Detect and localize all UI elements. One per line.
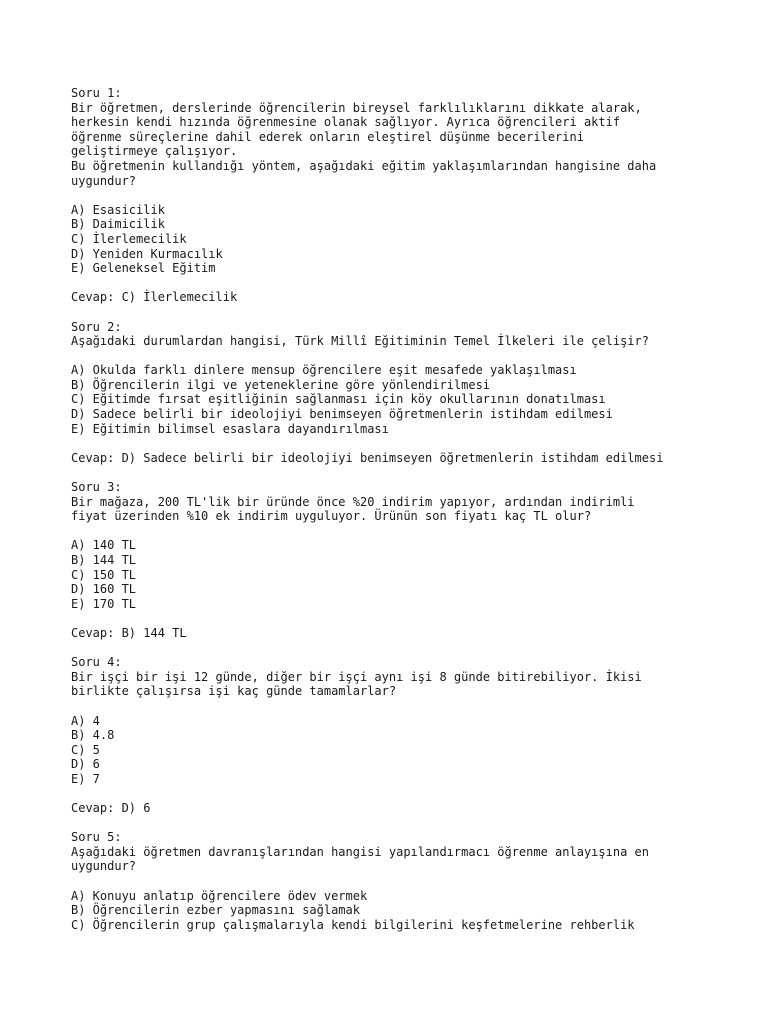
answer-option: C) 5 <box>71 742 100 757</box>
correct-answer: Cevap: D) 6 <box>71 801 151 816</box>
answer-option: A) Okulda farklı dinlere mensup öğrencilere eşit mesafede yaklaşılması <box>71 363 577 378</box>
answer-option: B) 4.8 <box>71 728 115 743</box>
answer-option: E) 170 TL <box>71 596 137 611</box>
answer-option: E) Eğitimin bilimsel esaslara dayandırılması <box>71 421 389 436</box>
blank-line <box>71 436 751 451</box>
blank-line <box>71 524 751 539</box>
answer-option: B) Daimicilik <box>71 217 165 232</box>
question-text-line: Bir öğretmen, derslerinde öğrencilerin bireysel farklılıklarını dikkate alarak, <box>71 100 642 115</box>
answer-option: E) 7 <box>71 771 100 786</box>
blank-line <box>71 816 751 831</box>
question-heading: Soru 1: <box>71 86 122 100</box>
document-body <box>71 86 751 932</box>
question-text-line: Bir mağaza, 200 TL'lik bir üründe önce %20 indirim yapıyor, ardından indirimli <box>71 494 635 509</box>
question-block <box>71 320 751 481</box>
question-text-line: fiyat üzerinden %10 ek indirim uyguluyor. Ürünün son fiyatı kaç TL olur? <box>71 509 592 524</box>
question-text-line: uygundur? <box>71 859 137 874</box>
blank-line <box>71 699 751 714</box>
question-heading: Soru 3: <box>71 480 122 495</box>
question-text-line: öğrenme süreçlerine dahil ederek onların eleştirel düşünme becerilerini <box>71 129 584 144</box>
answer-option: C) İlerlemecilik <box>71 231 187 246</box>
blank-line <box>71 465 751 480</box>
question-text-line: geliştirmeye çalışıyor. <box>71 144 238 159</box>
answer-option: E) Geleneksel Eğitim <box>71 261 216 276</box>
blank-line <box>71 641 751 656</box>
question-block <box>71 480 751 655</box>
answer-option: D) 160 TL <box>71 582 137 597</box>
answer-option: D) Yeniden Kurmacılık <box>71 246 223 261</box>
answer-option: B) 144 TL <box>71 553 137 567</box>
answer-option: C) Eğitimde fırsat eşitliğinin sağlanması için köy okullarının donatılması <box>71 392 606 407</box>
question-text-line: Bu öğretmenin kullandığı yöntem, aşağıdaki eğitim yaklaşımlarından hangisine daha <box>71 158 657 173</box>
answer-option: A) 4 <box>71 713 100 728</box>
correct-answer: Cevap: C) İlerlemecilik <box>71 290 238 305</box>
answer-option: B) Öğrencilerin ilgi ve yeteneklerine göre yönlendirilmesi <box>71 377 491 392</box>
question-text-line: herkesin kendi hızında öğrenmesine olanak sağlıyor. Ayrıca öğrencileri aktif <box>71 115 621 130</box>
correct-answer: Cevap: D) Sadece belirli bir ideolojiyi benimseyen öğretmenlerin istihdam edilmesi <box>71 450 664 465</box>
question-text-line: Bir işçi bir işi 12 günde, diğer bir işçi aynı işi 8 günde bitirebiliyor. İkisi <box>71 669 642 684</box>
question-heading: Soru 4: <box>71 655 122 670</box>
answer-option: B) Öğrencilerin ezber yapmasını sağlamak <box>71 903 360 918</box>
question-text-line: Aşağıdaki durumlardan hangisi, Türk Millî Eğitiminin Temel İlkeleri ile çelişir? <box>71 334 649 349</box>
blank-line <box>71 305 751 320</box>
question-block <box>71 830 751 932</box>
blank-line <box>71 611 751 626</box>
question-text-line: Aşağıdaki öğretmen davranışlarından hangisi yapılandırmacı öğrenme anlayışına en <box>71 844 649 859</box>
question-text-line: birlikte çalışırsa işi kaç günde tamamlarlar? <box>71 684 397 699</box>
correct-answer: Cevap: B) 144 TL <box>71 625 187 640</box>
answer-option: D) 6 <box>71 757 100 772</box>
answer-option: C) Öğrencilerin grup çalışmalarıyla kendi bilgilerini keşfetmelerine rehberlik <box>71 917 635 932</box>
answer-option: A) Esasicilik <box>71 202 165 217</box>
question-text-line: uygundur? <box>71 173 137 188</box>
blank-line <box>71 874 751 889</box>
question-heading: Soru 5: <box>71 830 122 845</box>
question-heading: Soru 2: <box>71 319 122 334</box>
blank-line <box>71 276 751 291</box>
question-block <box>71 655 751 830</box>
answer-option: D) Sadece belirli bir ideolojiyi benimseyen öğretmenlerin istihdam edilmesi <box>71 407 613 422</box>
answer-option: C) 150 TL <box>71 567 137 582</box>
question-block <box>71 86 751 320</box>
blank-line <box>71 787 751 802</box>
answer-option: A) 140 TL <box>71 538 137 553</box>
answer-option: A) Konuyu anlatıp öğrencilere ödev vermek <box>71 888 368 903</box>
blank-line <box>71 349 751 364</box>
blank-line <box>71 188 751 203</box>
